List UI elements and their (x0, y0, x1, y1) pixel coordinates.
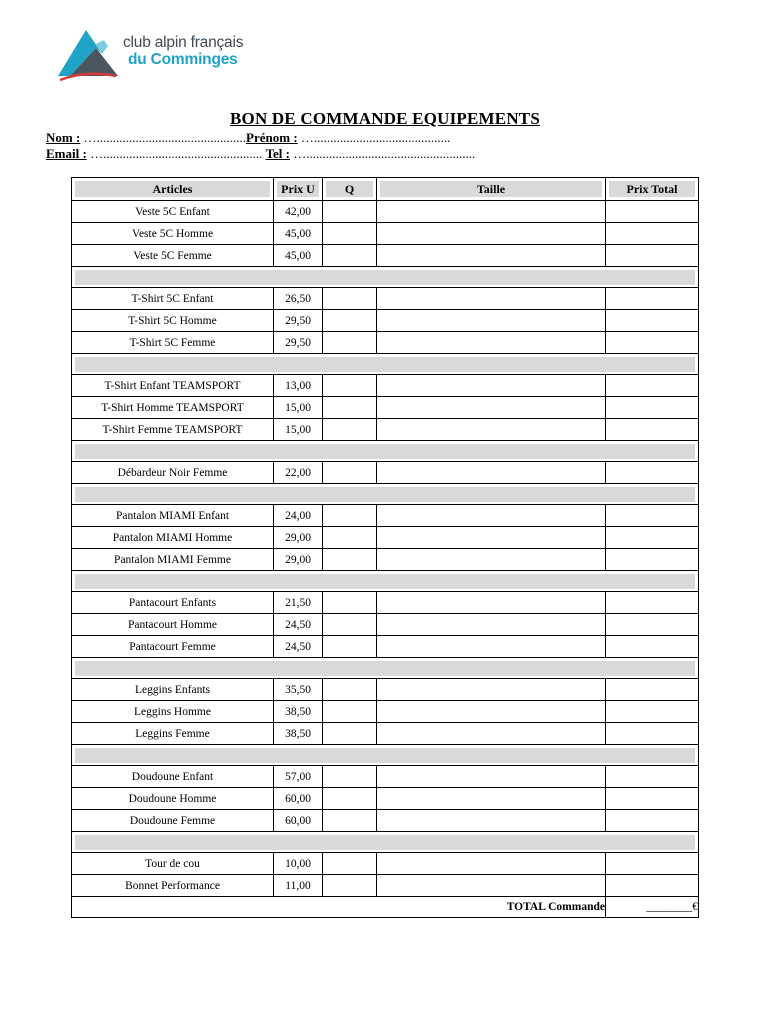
total-price-cell[interactable] (606, 592, 699, 614)
quantity-cell[interactable] (323, 310, 377, 332)
article-cell: T-Shirt 5C Enfant (72, 288, 274, 310)
header-prix-u: Prix U (274, 178, 323, 201)
total-price-cell[interactable] (606, 332, 699, 354)
unit-price-cell: 10,00 (274, 853, 323, 875)
size-cell[interactable] (377, 332, 606, 354)
unit-price-cell: 13,00 (274, 375, 323, 397)
size-cell[interactable] (377, 614, 606, 636)
total-price-cell[interactable] (606, 614, 699, 636)
article-cell: T-Shirt 5C Femme (72, 332, 274, 354)
size-cell[interactable] (377, 223, 606, 245)
table-row (72, 679, 699, 701)
group-separator (72, 484, 699, 505)
article-cell: Doudoune Homme (72, 788, 274, 810)
quantity-cell[interactable] (323, 462, 377, 484)
total-price-cell[interactable] (606, 679, 699, 701)
table-row (72, 723, 699, 745)
quantity-cell[interactable] (323, 810, 377, 832)
group-separator (72, 354, 699, 375)
size-cell[interactable] (377, 375, 606, 397)
article-cell: Veste 5C Enfant (72, 201, 274, 223)
table-row (72, 853, 699, 875)
quantity-cell[interactable] (323, 766, 377, 788)
unit-price-cell: 45,00 (274, 223, 323, 245)
article-cell: Débardeur Noir Femme (72, 462, 274, 484)
quantity-cell[interactable] (323, 375, 377, 397)
total-row (72, 897, 699, 918)
separator-bar (72, 484, 699, 505)
total-label: TOTAL Commande (72, 897, 606, 918)
quantity-cell[interactable] (323, 636, 377, 658)
size-cell[interactable] (377, 788, 606, 810)
article-cell: Leggins Femme (72, 723, 274, 745)
email-label: Email : (46, 146, 87, 161)
table-row (72, 462, 699, 484)
quantity-cell[interactable] (323, 332, 377, 354)
unit-price-cell: 38,50 (274, 701, 323, 723)
total-price-cell[interactable] (606, 505, 699, 527)
mountain-logo-icon (56, 26, 126, 86)
total-price-cell[interactable] (606, 245, 699, 267)
quantity-cell[interactable] (323, 788, 377, 810)
unit-price-cell: 35,50 (274, 679, 323, 701)
header-quantity: Q (323, 178, 377, 201)
unit-price-cell: 29,00 (274, 549, 323, 571)
contact-line (46, 146, 475, 162)
total-price-cell[interactable] (606, 375, 699, 397)
size-cell[interactable] (377, 723, 606, 745)
table-row (72, 549, 699, 571)
table-row (72, 592, 699, 614)
quantity-cell[interactable] (323, 397, 377, 419)
separator-bar (72, 658, 699, 679)
article-cell: Pantalon MIAMI Enfant (72, 505, 274, 527)
size-cell[interactable] (377, 288, 606, 310)
unit-price-cell: 24,00 (274, 505, 323, 527)
separator-bar (72, 571, 699, 592)
table-row (72, 701, 699, 723)
article-cell: Leggins Homme (72, 701, 274, 723)
table-row (72, 636, 699, 658)
quantity-cell[interactable] (323, 288, 377, 310)
unit-price-cell: 26,50 (274, 288, 323, 310)
total-price-cell[interactable] (606, 723, 699, 745)
header-prix-total: Prix Total (606, 178, 699, 201)
size-cell[interactable] (377, 201, 606, 223)
quantity-cell[interactable] (323, 527, 377, 549)
unit-price-cell: 45,00 (274, 245, 323, 267)
table-row (72, 375, 699, 397)
unit-price-cell: 60,00 (274, 810, 323, 832)
total-value-field[interactable]: ________€ (606, 897, 699, 918)
article-cell: T-Shirt Femme TEAMSPORT (72, 419, 274, 441)
total-price-cell[interactable] (606, 766, 699, 788)
quantity-cell[interactable] (323, 223, 377, 245)
quantity-cell[interactable] (323, 679, 377, 701)
total-price-cell[interactable] (606, 223, 699, 245)
table-row (72, 614, 699, 636)
logo-line2: du Comminges (128, 51, 238, 68)
size-cell[interactable] (377, 419, 606, 441)
total-price-cell[interactable] (606, 875, 699, 897)
total-price-cell[interactable] (606, 549, 699, 571)
total-price-cell[interactable] (606, 853, 699, 875)
header-articles: Articles (72, 178, 274, 201)
article-cell: Veste 5C Femme (72, 245, 274, 267)
table-header-row (72, 178, 699, 201)
table-row (72, 505, 699, 527)
group-separator (72, 658, 699, 679)
unit-price-cell: 29,50 (274, 310, 323, 332)
table-row (72, 288, 699, 310)
table-row (72, 788, 699, 810)
article-cell: Pantacourt Femme (72, 636, 274, 658)
table-row (72, 419, 699, 441)
unit-price-cell: 15,00 (274, 419, 323, 441)
header-taille: Taille (377, 178, 606, 201)
separator-bar (72, 354, 699, 375)
group-separator (72, 441, 699, 462)
article-cell: Pantalon MIAMI Femme (72, 549, 274, 571)
quantity-cell[interactable] (323, 592, 377, 614)
size-cell[interactable] (377, 679, 606, 701)
size-cell[interactable] (377, 810, 606, 832)
size-cell[interactable] (377, 636, 606, 658)
total-price-cell[interactable] (606, 636, 699, 658)
total-price-cell[interactable] (606, 419, 699, 441)
total-price-cell[interactable] (606, 288, 699, 310)
unit-price-cell: 21,50 (274, 592, 323, 614)
unit-price-cell: 29,00 (274, 527, 323, 549)
unit-price-cell: 24,50 (274, 614, 323, 636)
tel-field[interactable]: ….................................................... (290, 146, 476, 161)
unit-price-cell: 42,00 (274, 201, 323, 223)
size-cell[interactable] (377, 766, 606, 788)
quantity-cell[interactable] (323, 505, 377, 527)
table-row (72, 223, 699, 245)
group-separator (72, 571, 699, 592)
table-row (72, 310, 699, 332)
prenom-field[interactable]: ….......................................... (297, 130, 451, 145)
total-price-cell[interactable] (606, 310, 699, 332)
total-price-cell[interactable] (606, 701, 699, 723)
quantity-cell[interactable] (323, 419, 377, 441)
table-row (72, 245, 699, 267)
total-price-cell[interactable] (606, 810, 699, 832)
club-logo (56, 26, 256, 86)
total-price-cell[interactable] (606, 397, 699, 419)
total-price-cell[interactable] (606, 201, 699, 223)
quantity-cell[interactable] (323, 201, 377, 223)
size-cell[interactable] (377, 462, 606, 484)
table-row (72, 201, 699, 223)
size-cell[interactable] (377, 245, 606, 267)
group-separator (72, 832, 699, 853)
nom-field[interactable]: ….............................................. (80, 130, 247, 145)
name-line (46, 130, 450, 146)
quantity-cell[interactable] (323, 245, 377, 267)
article-cell: Pantacourt Homme (72, 614, 274, 636)
size-cell[interactable] (377, 701, 606, 723)
article-cell: T-Shirt Homme TEAMSPORT (72, 397, 274, 419)
article-cell: Bonnet Performance (72, 875, 274, 897)
article-cell: Doudoune Femme (72, 810, 274, 832)
article-cell: T-Shirt Enfant TEAMSPORT (72, 375, 274, 397)
page-title: BON DE COMMANDE EQUIPEMENTS (230, 109, 540, 128)
article-cell: Doudoune Enfant (72, 766, 274, 788)
separator-bar (72, 441, 699, 462)
article-cell: Leggins Enfants (72, 679, 274, 701)
quantity-cell[interactable] (323, 875, 377, 897)
prenom-label: Prénom : (246, 130, 298, 145)
size-cell[interactable] (377, 875, 606, 897)
table-row (72, 766, 699, 788)
table-row (72, 397, 699, 419)
tel-label: Tel : (265, 146, 291, 161)
article-cell: T-Shirt 5C Homme (72, 310, 274, 332)
group-separator (72, 745, 699, 766)
quantity-cell[interactable] (323, 723, 377, 745)
size-cell[interactable] (377, 549, 606, 571)
order-table (71, 177, 699, 918)
unit-price-cell: 15,00 (274, 397, 323, 419)
table-row (72, 332, 699, 354)
size-cell[interactable] (377, 527, 606, 549)
unit-price-cell: 60,00 (274, 788, 323, 810)
size-cell[interactable] (377, 592, 606, 614)
email-field[interactable]: …................................................. (86, 146, 263, 161)
unit-price-cell: 22,00 (274, 462, 323, 484)
size-cell[interactable] (377, 310, 606, 332)
quantity-cell[interactable] (323, 614, 377, 636)
table-row (72, 527, 699, 549)
quantity-cell[interactable] (323, 701, 377, 723)
article-cell: Veste 5C Homme (72, 223, 274, 245)
size-cell[interactable] (377, 505, 606, 527)
quantity-cell[interactable] (323, 853, 377, 875)
order-body (72, 201, 699, 918)
total-price-cell[interactable] (606, 527, 699, 549)
article-cell: Pantalon MIAMI Homme (72, 527, 274, 549)
article-cell: Pantacourt Enfants (72, 592, 274, 614)
unit-price-cell: 11,00 (274, 875, 323, 897)
table-row (72, 875, 699, 897)
separator-bar (72, 745, 699, 766)
group-separator (72, 267, 699, 288)
total-price-cell[interactable] (606, 788, 699, 810)
unit-price-cell: 29,50 (274, 332, 323, 354)
total-price-cell[interactable] (606, 462, 699, 484)
size-cell[interactable] (377, 853, 606, 875)
unit-price-cell: 24,50 (274, 636, 323, 658)
logo-line1: club alpin français (123, 34, 244, 51)
quantity-cell[interactable] (323, 549, 377, 571)
size-cell[interactable] (377, 397, 606, 419)
nom-label: Nom : (46, 130, 81, 145)
separator-bar (72, 267, 699, 288)
article-cell: Tour de cou (72, 853, 274, 875)
separator-bar (72, 832, 699, 853)
table-row (72, 810, 699, 832)
unit-price-cell: 57,00 (274, 766, 323, 788)
unit-price-cell: 38,50 (274, 723, 323, 745)
